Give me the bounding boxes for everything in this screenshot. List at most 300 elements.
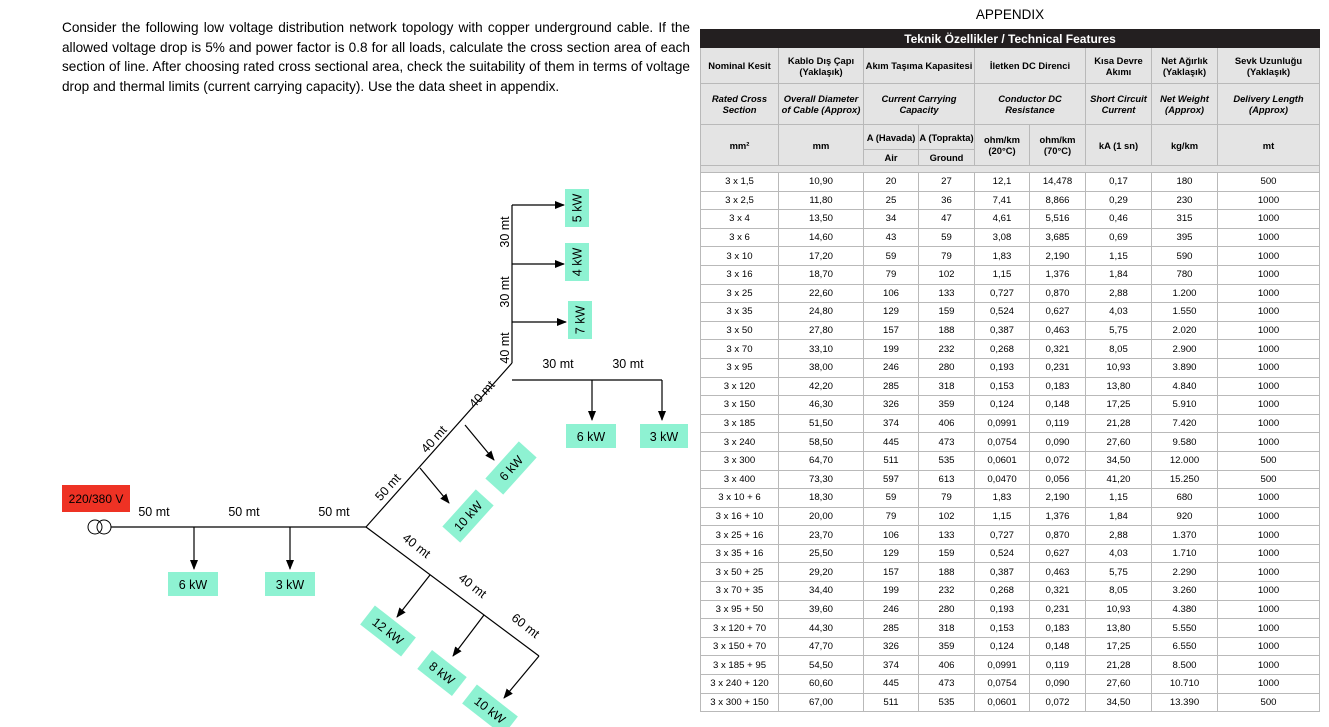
table-row [701, 228, 1320, 247]
table-cell: 1000 [1218, 358, 1320, 377]
table-cell: 3 x 35 [701, 303, 779, 322]
table-row [701, 451, 1320, 470]
table-cell: 15.250 [1152, 470, 1218, 489]
table-cell: 10.710 [1152, 675, 1218, 694]
table-cell: 5,516 [1030, 210, 1086, 229]
table-cell: 10,93 [1086, 358, 1152, 377]
table-cell: 1,84 [1086, 507, 1152, 526]
table-row [701, 600, 1320, 619]
distance-label: 50 mt [138, 505, 170, 519]
table-cell: 7,41 [975, 191, 1030, 210]
unit-header: mm [779, 125, 864, 166]
table-row [701, 247, 1320, 266]
technical-features-table [700, 29, 1320, 712]
unit-header: kg/km [1152, 125, 1218, 166]
table-cell: 4.380 [1152, 600, 1218, 619]
load-box [265, 572, 315, 596]
table-cell: 27 [919, 173, 975, 192]
distance-label: 50 mt [318, 505, 350, 519]
table-cell: 3 x 185 + 95 [701, 656, 779, 675]
table-cell: 12.000 [1152, 451, 1218, 470]
table-cell: 129 [864, 303, 919, 322]
table-cell: 3 x 120 [701, 377, 779, 396]
table-cell: 0,056 [1030, 470, 1086, 489]
table-cell: 374 [864, 414, 919, 433]
table-cell: 34 [864, 210, 919, 229]
table-cell: 3 x 6 [701, 228, 779, 247]
table-cell: 1000 [1218, 544, 1320, 563]
table-cell: 232 [919, 340, 975, 359]
svg-text:4 kW: 4 kW [570, 247, 585, 277]
table-cell: 23,70 [779, 526, 864, 545]
header-tr: Kısa Devre Akımı [1086, 48, 1152, 84]
table-cell: 3 x 70 + 35 [701, 582, 779, 601]
table-cell: 157 [864, 563, 919, 582]
header-tr: Net Ağırlık (Yaklaşık) [1152, 48, 1218, 84]
svg-text:3 kW: 3 kW [275, 578, 305, 592]
table-cell: 1,83 [975, 489, 1030, 508]
table-cell: 1000 [1218, 433, 1320, 452]
table-cell: 3 x 120 + 70 [701, 619, 779, 638]
table-cell: 359 [919, 396, 975, 415]
table-cell: 0,0754 [975, 675, 1030, 694]
sub-unit-header: Ground [919, 150, 975, 166]
table-cell: 20 [864, 173, 919, 192]
table-cell: 0,148 [1030, 396, 1086, 415]
table-cell: 1,83 [975, 247, 1030, 266]
table-cell: 3 x 300 + 150 [701, 693, 779, 712]
table-cell: 315 [1152, 210, 1218, 229]
table-cell: 46,30 [779, 396, 864, 415]
arrow-upper-load-1 [420, 468, 449, 503]
table-cell: 27,80 [779, 321, 864, 340]
table-cell: 0,321 [1030, 582, 1086, 601]
table-cell: 59 [919, 228, 975, 247]
table-cell: 406 [919, 414, 975, 433]
table-cell: 2,88 [1086, 284, 1152, 303]
table-cell: 1000 [1218, 210, 1320, 229]
appendix-title: APPENDIX [975, 7, 1045, 22]
table-cell: 3 x 25 + 16 [701, 526, 779, 545]
table-cell: 79 [864, 507, 919, 526]
table-cell: 27,60 [1086, 675, 1152, 694]
table-cell: 6.550 [1152, 637, 1218, 656]
table-title: Teknik Özellikler / Technical Features [701, 30, 1320, 48]
table-row [701, 358, 1320, 377]
table-cell: 0,193 [975, 358, 1030, 377]
table-cell: 11,80 [779, 191, 864, 210]
header-en: Rated Cross Section [701, 84, 779, 125]
table-cell: 1000 [1218, 656, 1320, 675]
table-cell: 1000 [1218, 265, 1320, 284]
table-cell: 41,20 [1086, 470, 1152, 489]
table-cell: 106 [864, 284, 919, 303]
unit-header: A (Havada) [864, 125, 919, 150]
table-cell: 246 [864, 358, 919, 377]
svg-text:12 kW: 12 kW [369, 614, 406, 648]
table-row [701, 489, 1320, 508]
table-cell: 64,70 [779, 451, 864, 470]
table-cell: 27,60 [1086, 433, 1152, 452]
table-cell: 17,20 [779, 247, 864, 266]
table-cell: 59 [864, 247, 919, 266]
table-cell: 25 [864, 191, 919, 210]
table-cell: 0,727 [975, 284, 1030, 303]
table-cell: 4,03 [1086, 303, 1152, 322]
table-cell: 3 x 2,5 [701, 191, 779, 210]
table-cell: 5,75 [1086, 321, 1152, 340]
table-cell: 3 x 16 [701, 265, 779, 284]
table-cell: 3 x 35 + 16 [701, 544, 779, 563]
table-cell: 7.420 [1152, 414, 1218, 433]
table-cell: 0,0601 [975, 693, 1030, 712]
table-cell: 29,20 [779, 563, 864, 582]
table-cell: 285 [864, 377, 919, 396]
table-cell: 1000 [1218, 228, 1320, 247]
transformer-icon [88, 520, 111, 534]
table-cell: 0,148 [1030, 637, 1086, 656]
table-cell: 51,50 [779, 414, 864, 433]
table-cell: 3 x 95 [701, 358, 779, 377]
table-row [701, 470, 1320, 489]
table-row [701, 377, 1320, 396]
header-en: Short Circuit Current [1086, 84, 1152, 125]
load-box [442, 489, 493, 542]
table-cell: 199 [864, 340, 919, 359]
table-cell: 58,50 [779, 433, 864, 452]
table-cell: 3.260 [1152, 582, 1218, 601]
table-cell: 79 [919, 489, 975, 508]
svg-text:3 kW: 3 kW [649, 430, 679, 444]
table-cell: 0,193 [975, 600, 1030, 619]
table-cell: 54,50 [779, 656, 864, 675]
table-cell: 3 x 240 + 120 [701, 675, 779, 694]
table-cell: 246 [864, 600, 919, 619]
unit-header: mm² [701, 125, 779, 166]
table-cell: 1,15 [975, 507, 1030, 526]
table-cell: 920 [1152, 507, 1218, 526]
table-cell: 3 x 16 + 10 [701, 507, 779, 526]
load-box [417, 650, 466, 696]
svg-text:5 kW: 5 kW [570, 193, 585, 223]
table-cell: 199 [864, 582, 919, 601]
table-cell: 3 x 4 [701, 210, 779, 229]
table-row [701, 284, 1320, 303]
table-cell: 22,60 [779, 284, 864, 303]
table-cell: 13,50 [779, 210, 864, 229]
table-cell: 2,88 [1086, 526, 1152, 545]
table-cell: 47,70 [779, 637, 864, 656]
table-cell: 1000 [1218, 526, 1320, 545]
table-cell: 157 [864, 321, 919, 340]
sub-unit-header: Air [864, 150, 919, 166]
table-cell: 0,387 [975, 321, 1030, 340]
table-cell: 1,15 [1086, 489, 1152, 508]
table-cell: 1000 [1218, 284, 1320, 303]
arrow-lower-load-2 [453, 615, 484, 656]
table-cell: 17,25 [1086, 637, 1152, 656]
table-cell: 18,70 [779, 265, 864, 284]
table-cell: 1000 [1218, 377, 1320, 396]
table-cell: 44,30 [779, 619, 864, 638]
table-cell: 2.020 [1152, 321, 1218, 340]
load-box [640, 424, 688, 448]
header-tr: Kablo Dış Çapı (Yaklaşık) [779, 48, 864, 84]
load-box [168, 572, 218, 596]
table-cell: 102 [919, 265, 975, 284]
header-en: Current Carrying Capacity [864, 84, 975, 125]
table-cell: 10,90 [779, 173, 864, 192]
table-cell: 1000 [1218, 247, 1320, 266]
table-cell: 1000 [1218, 675, 1320, 694]
table-cell: 0,072 [1030, 451, 1086, 470]
table-cell: 0,183 [1030, 377, 1086, 396]
table-cell: 359 [919, 637, 975, 656]
table-row [701, 340, 1320, 359]
table-row [701, 303, 1320, 322]
distance-label: 30 mt [498, 216, 512, 248]
table-cell: 3,08 [975, 228, 1030, 247]
table-cell: 21,28 [1086, 656, 1152, 675]
unit-header: ohm/km (70°C) [1030, 125, 1086, 166]
table-cell: 34,40 [779, 582, 864, 601]
header-en: Delivery Length (Approx) [1218, 84, 1320, 125]
distance-label: 30 mt [612, 357, 644, 371]
table-cell: 780 [1152, 265, 1218, 284]
table-cell: 1000 [1218, 582, 1320, 601]
table-cell: 188 [919, 563, 975, 582]
table-cell: 60,60 [779, 675, 864, 694]
load-box [568, 301, 592, 339]
table-cell: 1.550 [1152, 303, 1218, 322]
table-cell: 102 [919, 507, 975, 526]
table-cell: 13.390 [1152, 693, 1218, 712]
table-row [701, 675, 1320, 694]
table-cell: 13,80 [1086, 377, 1152, 396]
distance-label: 60 mt [508, 610, 543, 641]
header-tr: Sevk Uzunluğu (Yaklaşık) [1218, 48, 1320, 84]
table-cell: 326 [864, 637, 919, 656]
svg-text:6 kW: 6 kW [178, 578, 208, 592]
table-cell: 0,0754 [975, 433, 1030, 452]
table-cell: 1,84 [1086, 265, 1152, 284]
table-cell: 0,124 [975, 396, 1030, 415]
distance-label: 40 mt [418, 423, 450, 456]
table-row [701, 414, 1320, 433]
table-cell: 79 [864, 265, 919, 284]
table-cell: 3 x 150 [701, 396, 779, 415]
header-tr: Akım Taşıma Kapasitesi [864, 48, 975, 84]
table-cell: 3 x 400 [701, 470, 779, 489]
table-cell: 159 [919, 303, 975, 322]
table-cell: 232 [919, 582, 975, 601]
table-cell: 12,1 [975, 173, 1030, 192]
table-cell: 0,119 [1030, 414, 1086, 433]
table-cell: 5.910 [1152, 396, 1218, 415]
table-cell: 590 [1152, 247, 1218, 266]
table-cell: 374 [864, 656, 919, 675]
svg-text:7 kW: 7 kW [573, 305, 588, 335]
table-cell: 680 [1152, 489, 1218, 508]
table-cell: 47 [919, 210, 975, 229]
table-cell: 3 x 25 [701, 284, 779, 303]
table-cell: 25,50 [779, 544, 864, 563]
table-cell: 1000 [1218, 637, 1320, 656]
distance-label: 40 mt [466, 378, 498, 411]
table-cell: 4,03 [1086, 544, 1152, 563]
distance-label: 30 mt [498, 276, 512, 308]
table-cell: 79 [919, 247, 975, 266]
table-cell: 4.840 [1152, 377, 1218, 396]
table-cell: 129 [864, 544, 919, 563]
table-cell: 4,61 [975, 210, 1030, 229]
table-cell: 2,190 [1030, 247, 1086, 266]
table-cell: 3,685 [1030, 228, 1086, 247]
table-cell: 188 [919, 321, 975, 340]
table-cell: 1000 [1218, 563, 1320, 582]
table-cell: 1000 [1218, 340, 1320, 359]
table-row [701, 265, 1320, 284]
table-cell: 0,231 [1030, 358, 1086, 377]
table-cell: 2.290 [1152, 563, 1218, 582]
table-cell: 159 [919, 544, 975, 563]
table-cell: 180 [1152, 173, 1218, 192]
table-cell: 0,231 [1030, 600, 1086, 619]
table-cell: 0,090 [1030, 675, 1086, 694]
table-cell: 18,30 [779, 489, 864, 508]
table-cell: 473 [919, 675, 975, 694]
table-cell: 0,119 [1030, 656, 1086, 675]
table-body [701, 173, 1320, 712]
table-cell: 535 [919, 693, 975, 712]
table-cell: 3 x 1,5 [701, 173, 779, 192]
table-cell: 133 [919, 526, 975, 545]
table-cell: 285 [864, 619, 919, 638]
table-cell: 42,20 [779, 377, 864, 396]
table-cell: 445 [864, 675, 919, 694]
table-cell: 2,190 [1030, 489, 1086, 508]
table-cell: 0,321 [1030, 340, 1086, 359]
table-cell: 3 x 150 + 70 [701, 637, 779, 656]
svg-text:10 kW: 10 kW [471, 693, 508, 727]
table-row [701, 693, 1320, 712]
table-cell: 230 [1152, 191, 1218, 210]
table-cell: 0,463 [1030, 563, 1086, 582]
table-cell: 3 x 70 [701, 340, 779, 359]
table-cell: 1,376 [1030, 507, 1086, 526]
table-cell: 14,478 [1030, 173, 1086, 192]
distance-label: 40 mt [455, 570, 490, 601]
table-cell: 500 [1218, 451, 1320, 470]
table-cell: 0,153 [975, 619, 1030, 638]
arrow-upper-load-2 [465, 425, 494, 460]
table-cell: 1.710 [1152, 544, 1218, 563]
table-cell: 0,524 [975, 544, 1030, 563]
table-row [701, 656, 1320, 675]
table-cell: 20,00 [779, 507, 864, 526]
table-cell: 473 [919, 433, 975, 452]
table-cell: 1.200 [1152, 284, 1218, 303]
table-cell: 0,46 [1086, 210, 1152, 229]
table-row [701, 582, 1320, 601]
table-cell: 0,727 [975, 526, 1030, 545]
table-cell: 0,153 [975, 377, 1030, 396]
table-cell: 445 [864, 433, 919, 452]
distance-label: 40 mt [399, 530, 434, 561]
table-cell: 0,0991 [975, 656, 1030, 675]
table-row [701, 173, 1320, 192]
table-cell: 8.500 [1152, 656, 1218, 675]
table-cell: 17,25 [1086, 396, 1152, 415]
table-cell: 9.580 [1152, 433, 1218, 452]
table-cell: 5.550 [1152, 619, 1218, 638]
table-row [701, 619, 1320, 638]
table-row [701, 563, 1320, 582]
table-row [701, 396, 1320, 415]
header-tr: Nominal Kesit [701, 48, 779, 84]
header-en: Overall Diameter of Cable (Approx) [779, 84, 864, 125]
problem-statement: Consider the following low voltage distribution network topology with copper underground cable. If the allowed voltage drop is 5% and power factor is 0.8 for all loads, calculate the cross section area of each section of line. After choosing rated cross sectional area, check the suitability of them in terms of voltage drop and thermal limits (current carrying capacity). Use the data sheet in appendix. [62, 20, 690, 94]
table-cell: 38,00 [779, 358, 864, 377]
table-cell: 8,866 [1030, 191, 1086, 210]
table-cell: 24,80 [779, 303, 864, 322]
table-cell: 511 [864, 451, 919, 470]
distance-label: 50 mt [372, 471, 404, 504]
load-box [566, 424, 616, 448]
table-cell: 0,268 [975, 340, 1030, 359]
table-row [701, 637, 1320, 656]
table-cell: 43 [864, 228, 919, 247]
load-box [565, 189, 589, 227]
header-tr: İletken DC Direnci [975, 48, 1086, 84]
table-cell: 3 x 185 [701, 414, 779, 433]
table-cell: 133 [919, 284, 975, 303]
table-cell: 8,05 [1086, 582, 1152, 601]
table-cell: 0,124 [975, 637, 1030, 656]
table-cell: 2.900 [1152, 340, 1218, 359]
table-cell: 0,69 [1086, 228, 1152, 247]
table-cell: 500 [1218, 173, 1320, 192]
table-row [701, 210, 1320, 229]
table-cell: 0,387 [975, 563, 1030, 582]
table-cell: 0,0991 [975, 414, 1030, 433]
table-cell: 3 x 10 + 6 [701, 489, 779, 508]
table-cell: 1.370 [1152, 526, 1218, 545]
table-cell: 0,524 [975, 303, 1030, 322]
table-cell: 0,627 [1030, 544, 1086, 563]
table-row [701, 526, 1320, 545]
table-cell: 280 [919, 600, 975, 619]
table-cell: 34,50 [1086, 451, 1152, 470]
load-box [565, 243, 589, 281]
svg-text:10 kW: 10 kW [451, 498, 486, 535]
table-cell: 0,463 [1030, 321, 1086, 340]
table-cell: 0,627 [1030, 303, 1086, 322]
table-cell: 535 [919, 451, 975, 470]
table-cell: 0,0470 [975, 470, 1030, 489]
arrow-lower-load-3 [504, 656, 539, 698]
unit-header: A (Toprakta) [919, 125, 975, 150]
table-cell: 34,50 [1086, 693, 1152, 712]
table-cell: 1,376 [1030, 265, 1086, 284]
load-box [485, 441, 536, 494]
table-cell: 8,05 [1086, 340, 1152, 359]
table-cell: 21,28 [1086, 414, 1152, 433]
table-cell: 3 x 50 + 25 [701, 563, 779, 582]
table-cell: 318 [919, 377, 975, 396]
table-cell: 13,80 [1086, 619, 1152, 638]
table-cell: 1000 [1218, 489, 1320, 508]
